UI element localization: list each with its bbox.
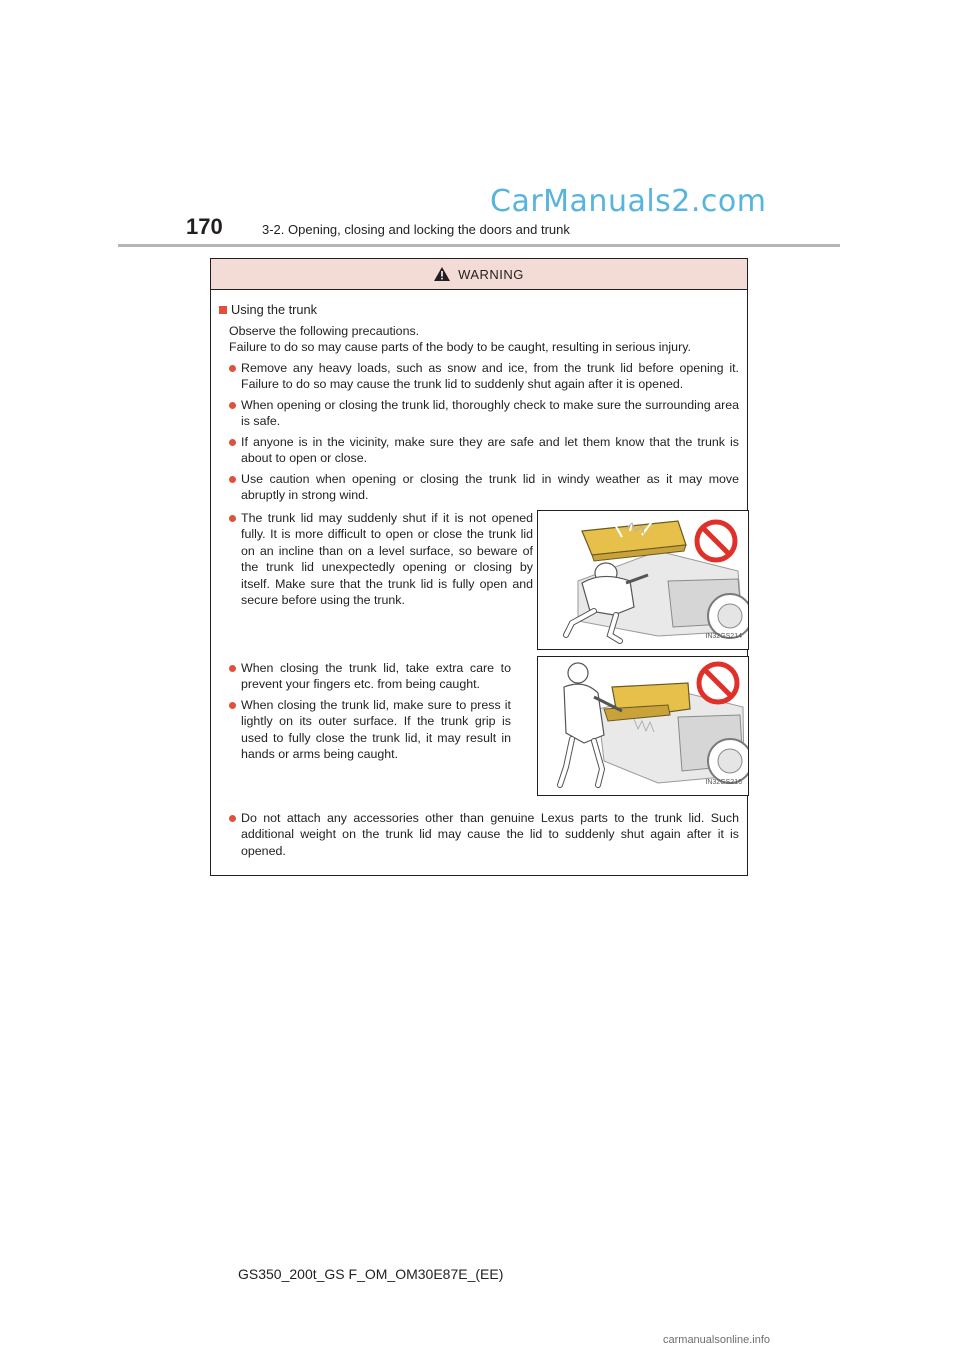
bullet-dot-icon	[229, 665, 236, 672]
bullet-item	[219, 434, 739, 467]
warning-box	[210, 258, 748, 876]
watermark-carmanualsonline: carmanualsonline.info	[663, 1334, 771, 1346]
bullet-text: Use caution when opening or closing the trunk lid in windy weather as it may move abruptly in strong wind.	[241, 471, 739, 502]
section-title: 3-2. Opening, closing and locking the doors and trunk	[262, 222, 570, 237]
bullet-dot-icon	[229, 439, 236, 446]
figure-finger-caught-warning	[537, 656, 749, 796]
header-rule	[118, 244, 840, 247]
square-bullet-icon	[219, 306, 227, 314]
figure-code: IN32GS216	[705, 779, 742, 786]
subhead-text: Using the trunk	[231, 302, 318, 317]
page-number: 170	[186, 214, 223, 239]
bullet-dot-icon	[229, 476, 236, 483]
intro-line: Failure to do so may cause parts of the body to be caught, resulting in serious injury.	[229, 340, 691, 354]
footer-document-code: GS350_200t_GS F_OM_OM30E87E_(EE)	[238, 1266, 504, 1282]
intro-line: Observe the following precautions.	[229, 323, 420, 338]
bullet-item	[219, 360, 739, 393]
bullet-text: The trunk lid may suddenly shut if it is not opened fully. It is more difficult to open or close the trunk lid on an incline than on a level surface, so beware of the trunk lid unexpectedly opening or closing by itself. Make sure that the trunk lid is fully open and secure before using the trunk.	[241, 510, 533, 607]
bullet-dot-icon	[229, 365, 236, 372]
figure-2-text	[219, 660, 511, 763]
warning-content	[211, 290, 747, 859]
bullet-item	[219, 397, 739, 430]
bullet-dot-icon	[229, 702, 236, 709]
bullet-text: When closing the trunk lid, make sure to press it lightly on its outer surface. If the trunk grip is used to fully close the trunk lid, it may result in hands or arms being caught.	[241, 697, 511, 761]
bullet-dot-icon	[229, 815, 236, 822]
intro-text	[219, 323, 739, 356]
warning-header	[211, 259, 747, 290]
figure-row-1	[219, 510, 742, 652]
bullet-item	[219, 810, 739, 860]
bullet-item	[219, 697, 511, 763]
bullet-dot-icon	[229, 402, 236, 409]
bullet-text: When opening or closing the trunk lid, thoroughly check to make sure the surrounding area is safe.	[241, 397, 739, 428]
bullet-text: Do not attach any accessories other than genuine Lexus parts to the trunk lid. Such additional weight on the trunk lid may cause the lid to suddenly shut again after it is opened.	[241, 810, 739, 858]
bullet-item	[219, 660, 511, 693]
bullet-item	[219, 510, 533, 609]
bullet-text: Remove any heavy loads, such as snow and ice, from the trunk lid before opening it. Failure to do so may cause the trunk lid to suddenly shut again after it is opened.	[241, 360, 739, 391]
figure-code: IN32GS214	[705, 633, 742, 640]
illustration-person-under-trunk-lid	[538, 511, 748, 649]
bullet-item	[219, 471, 739, 504]
bullet-text: When closing the trunk lid, take extra care to prevent your fingers etc. from being caught.	[241, 660, 511, 691]
subhead-using-trunk	[219, 302, 739, 319]
warning-label: WARNING	[458, 266, 524, 282]
figure-row-2	[219, 660, 742, 800]
warning-triangle-icon	[434, 267, 450, 281]
bullet-text: If anyone is in the vicinity, make sure they are safe and let them know that the trunk is about to open or close.	[241, 434, 739, 465]
figure-trunk-shut-warning	[537, 510, 749, 650]
bullet-dot-icon	[229, 515, 236, 522]
watermark-carmanuals2: CarManuals2.com	[490, 184, 767, 219]
illustration-person-closing-trunk	[538, 657, 748, 795]
